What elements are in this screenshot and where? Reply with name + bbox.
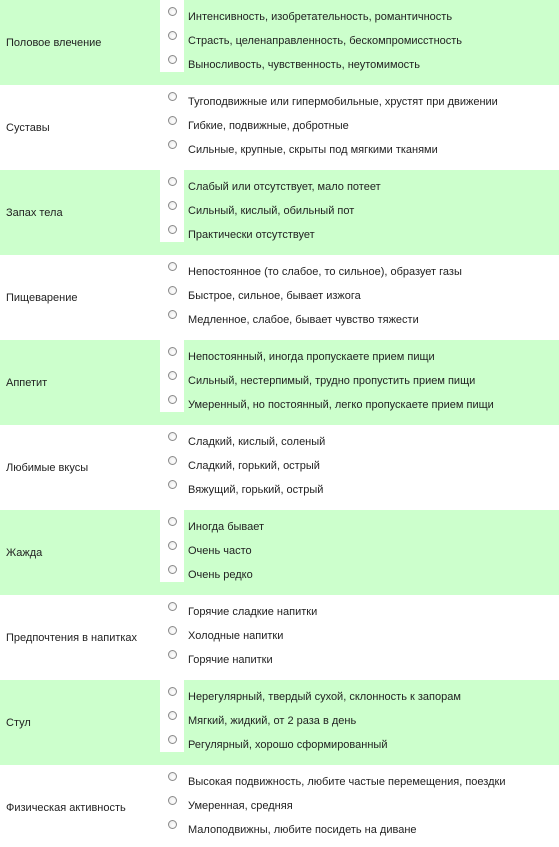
question-label: Половое влечение: [6, 36, 102, 49]
radio-button[interactable]: [168, 456, 177, 465]
question-row: [0, 510, 559, 595]
answer-option-label: Вяжущий, горький, острый: [188, 483, 324, 496]
answer-option[interactable]: [160, 24, 462, 48]
radio-button-container[interactable]: [160, 558, 184, 582]
radio-button-container[interactable]: [160, 109, 184, 133]
answer-option-label: Выносливость, чувственность, неутомимость: [188, 58, 420, 71]
answer-option[interactable]: [160, 388, 494, 412]
answer-options: [158, 425, 559, 510]
radio-button-container[interactable]: [160, 534, 184, 558]
answer-option[interactable]: [160, 534, 252, 558]
answer-option[interactable]: [160, 765, 505, 789]
radio-button-container[interactable]: [160, 85, 184, 109]
radio-button-container[interactable]: [160, 24, 184, 48]
radio-button[interactable]: [168, 796, 177, 805]
answer-option-label: Регулярный, хорошо сформированный: [188, 738, 388, 751]
radio-button-container[interactable]: [160, 595, 184, 619]
answer-option-label: Холодные напитки: [188, 629, 284, 642]
radio-button[interactable]: [168, 480, 177, 489]
answer-option-label: Высокая подвижность, любите частые перемещения, поездки: [188, 775, 506, 788]
radio-button-container[interactable]: [160, 449, 184, 473]
radio-button-container[interactable]: [160, 279, 184, 303]
question-row: [0, 170, 559, 255]
question-label: Пищеварение: [6, 291, 78, 304]
radio-button-container[interactable]: [160, 473, 184, 497]
answer-option-label: Слабый или отсутствует, мало потеет: [188, 180, 381, 193]
radio-button[interactable]: [168, 116, 177, 125]
radio-button[interactable]: [168, 395, 177, 404]
answer-option[interactable]: [160, 194, 354, 218]
question-row: [0, 0, 559, 85]
question-row: [0, 595, 559, 680]
radio-button-container[interactable]: [160, 510, 184, 534]
answer-options: [158, 680, 559, 765]
answer-option-label: Иногда бывает: [188, 520, 265, 533]
radio-button[interactable]: [168, 201, 177, 210]
radio-button-container[interactable]: [160, 340, 184, 364]
radio-button-container[interactable]: [160, 680, 184, 704]
radio-button[interactable]: [168, 711, 177, 720]
answer-option-label: Умеренный, но постоянный, легко пропускаете прием пищи: [188, 398, 494, 411]
radio-button[interactable]: [168, 7, 177, 16]
radio-button[interactable]: [168, 286, 177, 295]
question-label: Аппетит: [6, 376, 48, 389]
radio-button-container[interactable]: [160, 0, 184, 24]
answer-option-label: Мягкий, жидкий, от 2 раза в день: [188, 714, 357, 727]
question-label: Суставы: [6, 121, 50, 134]
answer-options: [158, 255, 559, 340]
answer-option[interactable]: [160, 340, 435, 364]
radio-button-container[interactable]: [160, 813, 184, 837]
radio-button-container[interactable]: [160, 170, 184, 194]
radio-button-container[interactable]: [160, 789, 184, 813]
answer-option[interactable]: [160, 558, 253, 582]
radio-button-container[interactable]: [160, 425, 184, 449]
answer-option[interactable]: [160, 510, 264, 534]
radio-button[interactable]: [168, 347, 177, 356]
question-row: [0, 85, 559, 170]
radio-button[interactable]: [168, 225, 177, 234]
answer-options: [158, 595, 559, 680]
answer-option-label: Умеренная, средняя: [188, 799, 293, 812]
answer-option-label: Интенсивность, изобретательность, романтичность: [188, 10, 453, 23]
answer-options: [158, 765, 559, 847]
radio-button[interactable]: [168, 432, 177, 441]
radio-button[interactable]: [168, 177, 177, 186]
answer-options: [158, 85, 559, 170]
question-row: [0, 340, 559, 425]
answer-option[interactable]: [160, 680, 461, 704]
radio-button[interactable]: [168, 517, 177, 526]
answer-option-label: Тугоподвижные или гипермобильные, хрустят при движении: [188, 95, 498, 108]
question-label: Любимые вкусы: [6, 461, 89, 474]
radio-button-container[interactable]: [160, 48, 184, 72]
radio-button[interactable]: [168, 371, 177, 380]
answer-option[interactable]: [160, 303, 419, 327]
answer-option-label: Горячие напитки: [188, 653, 273, 666]
answer-option-label: Сильный, кислый, обильный пот: [188, 204, 355, 217]
radio-button[interactable]: [168, 626, 177, 635]
radio-button[interactable]: [168, 55, 177, 64]
answer-option[interactable]: [160, 0, 452, 24]
answer-option[interactable]: [160, 170, 381, 194]
question-row: [0, 255, 559, 340]
answer-option[interactable]: [160, 704, 356, 728]
radio-button[interactable]: [168, 687, 177, 696]
answer-option-label: Сладкий, горький, острый: [188, 459, 320, 472]
answer-option[interactable]: [160, 643, 273, 667]
answer-options: [158, 170, 559, 255]
radio-button-container[interactable]: [160, 643, 184, 667]
answer-option[interactable]: [160, 133, 438, 157]
answer-option[interactable]: [160, 85, 498, 109]
answer-option-label: Непостоянное (то слабое, то сильное), образует газы: [188, 265, 462, 278]
answer-option[interactable]: [160, 279, 361, 303]
radio-button-container[interactable]: [160, 765, 184, 789]
radio-button[interactable]: [168, 140, 177, 149]
question-row: [0, 765, 559, 847]
radio-button[interactable]: [168, 602, 177, 611]
radio-button-container[interactable]: [160, 194, 184, 218]
radio-button-container[interactable]: [160, 255, 184, 279]
question-label: Физическая активность: [6, 801, 126, 814]
answer-option-label: Очень редко: [188, 568, 253, 581]
answer-option-label: Страсть, целенаправленность, бескомпромисстность: [188, 34, 463, 47]
question-label: Стул: [6, 716, 31, 729]
answer-option[interactable]: [160, 218, 315, 242]
answer-option-label: Горячие сладкие напитки: [188, 605, 318, 618]
radio-button[interactable]: [168, 310, 177, 319]
radio-button[interactable]: [168, 650, 177, 659]
radio-button[interactable]: [168, 735, 177, 744]
answer-option[interactable]: [160, 109, 349, 133]
answer-option-label: Нерегулярный, твердый сухой, склонность к запорам: [188, 690, 461, 703]
answer-option-label: Практически отсутствует: [188, 228, 315, 241]
answer-options: [158, 340, 559, 425]
answer-option[interactable]: [160, 48, 420, 72]
answer-option-label: Очень часто: [188, 544, 252, 557]
answer-option-label: Медленное, слабое, бывает чувство тяжести: [188, 313, 419, 326]
radio-button-container[interactable]: [160, 133, 184, 157]
answer-option[interactable]: [160, 789, 293, 813]
answer-option-label: Сильный, нестерпимый, трудно пропустить прием пищи: [188, 374, 476, 387]
answer-options: [158, 0, 559, 85]
answer-option[interactable]: [160, 595, 317, 619]
question-row: [0, 425, 559, 510]
question-label: Предпочтения в напитках: [6, 631, 138, 644]
radio-button[interactable]: [168, 92, 177, 101]
answer-option[interactable]: [160, 728, 387, 752]
radio-button[interactable]: [168, 565, 177, 574]
question-label: Запах тела: [6, 206, 63, 219]
radio-button[interactable]: [168, 262, 177, 271]
answer-option[interactable]: [160, 425, 325, 449]
answer-option[interactable]: [160, 364, 475, 388]
answer-option[interactable]: [160, 473, 323, 497]
question-row: [0, 680, 559, 765]
radio-button-container[interactable]: [160, 619, 184, 643]
radio-button-container[interactable]: [160, 704, 184, 728]
radio-button[interactable]: [168, 31, 177, 40]
radio-button-container[interactable]: [160, 218, 184, 242]
answer-option-label: Гибкие, подвижные, добротные: [188, 119, 349, 132]
radio-button-container[interactable]: [160, 728, 184, 752]
answer-option[interactable]: [160, 449, 320, 473]
answer-option-label: Сладкий, кислый, соленый: [188, 435, 326, 448]
radio-button[interactable]: [168, 820, 177, 829]
answer-options: [158, 510, 559, 595]
radio-button[interactable]: [168, 541, 177, 550]
answer-option-label: Быстрое, сильное, бывает изжога: [188, 289, 361, 302]
answer-option-label: Малоподвижны, любите посидеть на диване: [188, 823, 417, 836]
question-label: Жажда: [6, 546, 43, 559]
radio-button-container[interactable]: [160, 364, 184, 388]
answer-option-label: Сильные, крупные, скрыты под мягкими тканями: [188, 143, 438, 156]
answer-option-label: Непостоянный, иногда пропускаете прием пищи: [188, 350, 435, 363]
answer-option[interactable]: [160, 255, 462, 279]
answer-option[interactable]: [160, 619, 283, 643]
radio-button[interactable]: [168, 772, 177, 781]
answer-option[interactable]: [160, 813, 417, 837]
radio-button-container[interactable]: [160, 303, 184, 327]
radio-button-container[interactable]: [160, 388, 184, 412]
